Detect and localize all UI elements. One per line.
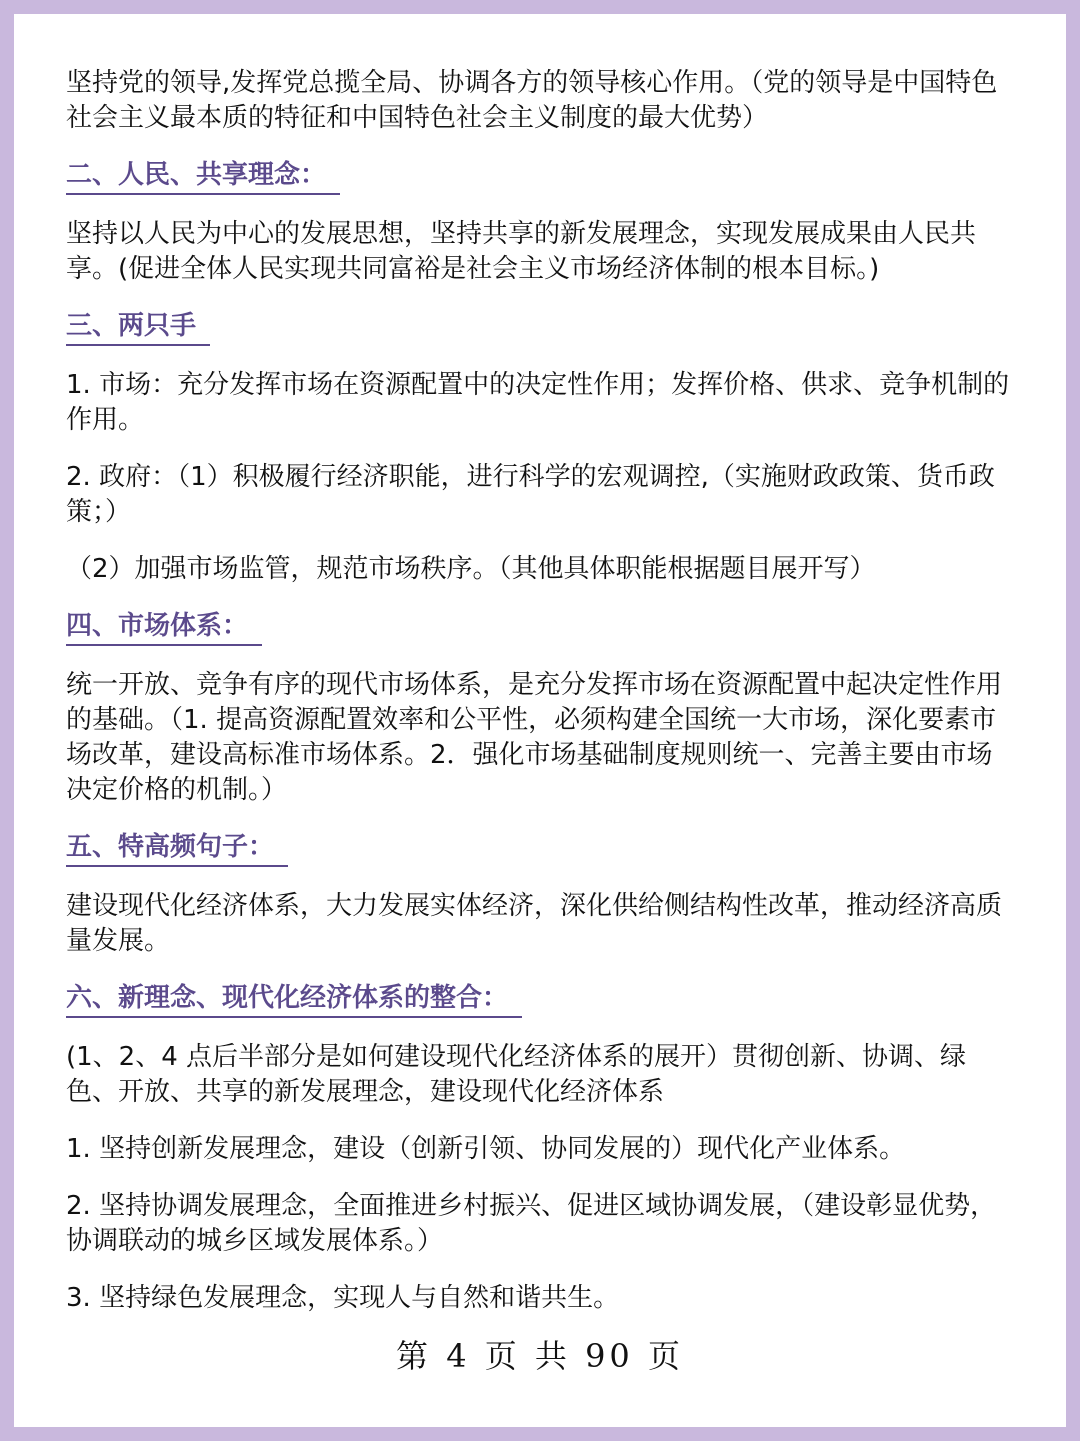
paragraph-party-leadership: 坚持党的领导,发挥党总揽全局、协调各方的领导核心作用。（党的领导是中国特色社会主义最本质的特征和中国特色社会主义制度的最大优势） (66, 68, 998, 133)
paragraph-innovation: 1. 坚持创新发展理念，建设（创新引领、协同发展的）现代化产业体系。 (66, 1134, 906, 1164)
paragraph-modern-market-system: 统一开放、竞争有序的现代市场体系，是充分发挥市场在资源配置中起决定性作用的基础。（1. 提高资源配置效率和公平性，必须构建全国统一大市场，深化要素市场改革，建设高标准市场体系。2．强化市场基础制度规则统一、完善主要由市场决定价格的机制。） (66, 670, 1003, 805)
paragraph-people-centered: 坚持以人民为中心的发展思想，坚持共享的新发展理念，实现发展成果由人民共享。(促进全体人民实现共同富裕是社会主义市场经济体制的根本目标。) (66, 219, 977, 284)
paragraph-modern-economy: 建设现代化经济体系，大力发展实体经济，深化供给侧结构性改革，推动经济高质量发展。 (66, 891, 1003, 956)
heading-high-frequency: 五、特高频句子： (66, 830, 288, 867)
paragraph-new-concepts: (1、2、4 点后半部分是如何建设现代化经济体系的展开）贯彻创新、协调、绿色、开放、共享的新发展理念，建设现代化经济体系 (66, 1042, 967, 1107)
heading-two-hands: 三、两只手 (66, 309, 210, 346)
page-number: 第 4 页 共 90 页 (396, 1337, 684, 1375)
heading-people-sharing: 二、人民、共享理念： (66, 158, 340, 195)
paragraph-green: 3. 坚持绿色发展理念，实现人与自然和谐共生。 (66, 1283, 620, 1313)
paragraph-coordination: 2. 坚持协调发展理念，全面推进乡村振兴、促进区域协调发展，（建设彰显优势，协调联动的城乡区域发展体系。） (66, 1191, 997, 1256)
heading-integration: 六、新理念、现代化经济体系的整合： (66, 981, 522, 1018)
heading-market-system: 四、市场体系： (66, 609, 262, 646)
paragraph-market-supervision: （2）加强市场监管，规范市场秩序。（其他具体职能根据题目展开写） (66, 554, 876, 584)
document-body (66, 66, 1016, 1338)
paragraph-government: 2. 政府：（1）积极履行经济职能，进行科学的宏观调控,（实施财政政策、货币政策；） (66, 462, 995, 527)
paragraph-market: 1. 市场：充分发挥市场在资源配置中的决定性作用；发挥价格、供求、竞争机制的作用。 (66, 370, 1010, 435)
document-page (14, 14, 1066, 1427)
